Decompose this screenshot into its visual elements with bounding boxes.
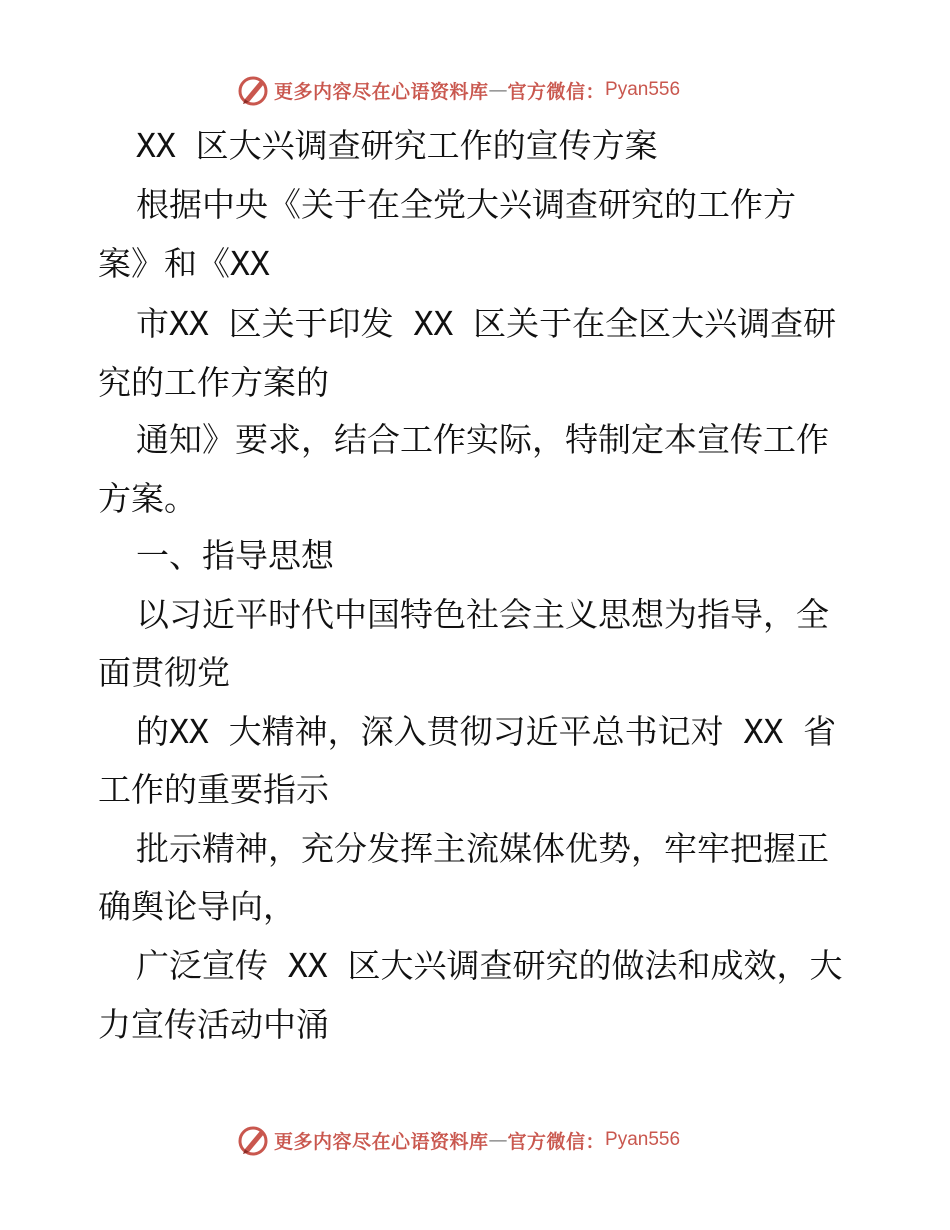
header-watermark (236, 72, 680, 108)
paragraph-line: 工作的重要指示 (98, 770, 329, 809)
document-title: XX 区大兴调查研究工作的宣传方案 (136, 126, 658, 165)
watermark-label: 官方微信： (507, 80, 606, 103)
paragraph-line: 究的工作方案的 (98, 363, 329, 402)
watermark-account: Pyan556 (605, 79, 681, 100)
paragraph-line: 根据中央《关于在全党大兴调查研究的工作方 (136, 185, 796, 224)
paragraph-line: 面贯彻党 (98, 653, 230, 692)
paragraph-line: 方案。 (98, 479, 197, 518)
paragraph-line: 力宣传活动中涌 (98, 1005, 329, 1044)
watermark-separator: — (488, 79, 508, 101)
footer-watermark (236, 1122, 680, 1158)
watermark-label: 官方微信： (507, 1130, 606, 1153)
watermark-separator: — (488, 1129, 508, 1151)
paragraph-line: 确舆论导向， (98, 887, 296, 926)
paragraph-line: 市XX 区关于印发 XX 区关于在全区大兴调查研 (136, 304, 837, 343)
paragraph-line: 广泛宣传 XX 区大兴调查研究的做法和成效，大 (136, 946, 843, 985)
watermark-text: 更多内容尽在心语资料库 (274, 1130, 489, 1153)
paragraph-line: 通知》要求，结合工作实际，特制定本宣传工作 (136, 420, 829, 459)
paragraph-line: 以习近平时代中国特色社会主义思想为指导，全 (136, 595, 829, 634)
paragraph-line: 案》和《XX (98, 244, 270, 283)
pen-logo-icon (236, 73, 270, 107)
watermark-text: 更多内容尽在心语资料库 (274, 80, 489, 103)
watermark-account: Pyan556 (605, 1129, 681, 1150)
paragraph-line: 批示精神，充分发挥主流媒体优势，牢牢把握正 (136, 829, 829, 868)
paragraph-line: 的XX 大精神，深入贯彻习近平总书记对 XX 省 (136, 712, 837, 751)
pen-logo-icon (236, 1123, 270, 1157)
section-heading: 一、指导思想 (136, 536, 334, 575)
